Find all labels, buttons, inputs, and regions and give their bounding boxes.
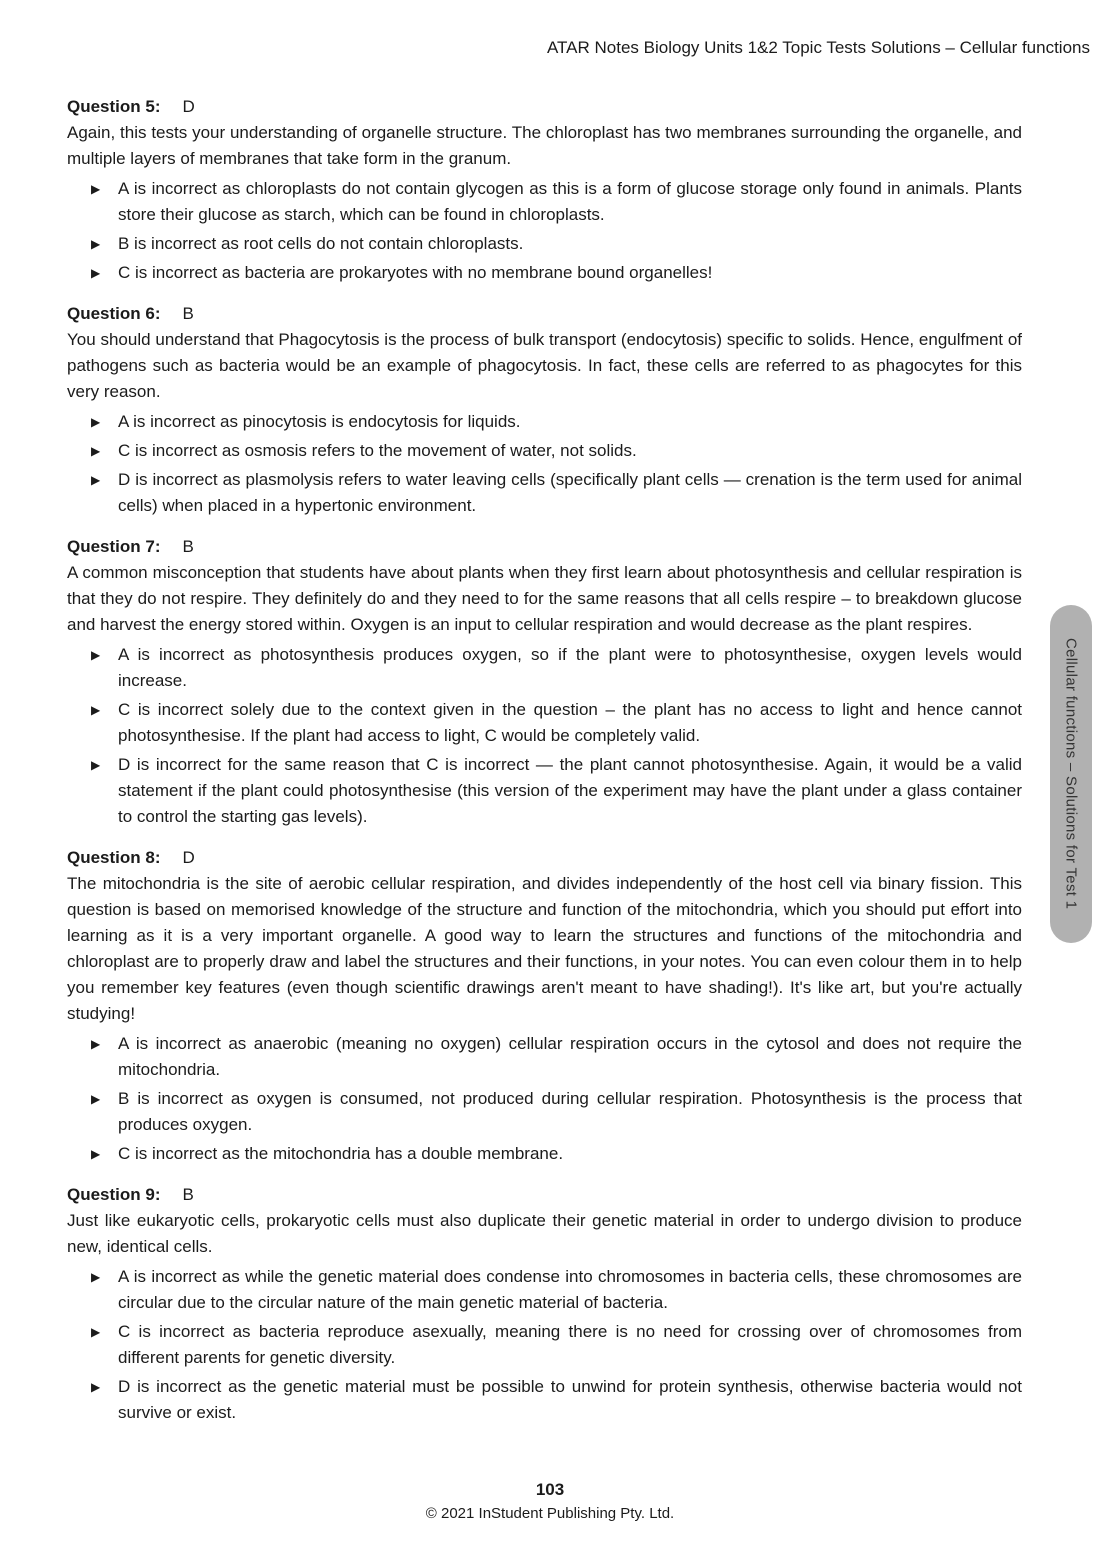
question-explanation: A common misconception that students have about plants when they first learn about photosynthesis and cellular respiration is that they do not respire. They definitely do and they need to for the same reasons that all cells respire – to breakdown glucose and harvest the energy stored within. Oxygen is an input to cellular respiration and would decrease as the plant respires. — [67, 563, 1022, 634]
bullet-text: A is incorrect as while the genetic material does condense into chromosomes in bacteria cells, these chromosomes are circular due to the circular nature of the main genetic material of bacteria. — [118, 1267, 1022, 1312]
side-tab-label: Cellular functions – Solutions for Test 1 — [1062, 638, 1080, 910]
section-side-tab — [1050, 605, 1092, 943]
question-label: Question 5: — [67, 97, 161, 116]
bullet-item — [67, 1031, 1022, 1083]
question-explanation: Just like eukaryotic cells, prokaryotic cells must also duplicate their genetic material in order to undergo division to produce new, identical cells. — [67, 1211, 1022, 1256]
bullet-item — [67, 642, 1022, 694]
question-label: Question 9: — [67, 1185, 161, 1204]
bullet-list — [67, 642, 1022, 830]
bullet-text: A is incorrect as pinocytosis is endocytosis for liquids. — [118, 412, 521, 431]
bullet-list — [67, 176, 1022, 286]
bullet-list — [67, 409, 1022, 519]
bullet-item — [67, 1374, 1022, 1426]
triangle-bullet-icon: ▶ — [91, 1037, 101, 1051]
bullet-text: A is incorrect as photosynthesis produces oxygen, so if the plant were to photosynthesise, oxygen levels would increase. — [118, 645, 1022, 690]
question-heading — [67, 534, 1022, 560]
question-heading — [67, 1182, 1022, 1208]
question-label: Question 6: — [67, 304, 161, 323]
bullet-item — [67, 260, 1022, 286]
question-section-8 — [67, 845, 1022, 1167]
bullet-text: D is incorrect as the genetic material must be possible to unwind for protein synthesis, otherwise bacteria would not survive or exist. — [118, 1377, 1022, 1422]
question-section-6 — [67, 301, 1022, 519]
bullet-text: B is incorrect as oxygen is consumed, not produced during cellular respiration. Photosynthesis is the process that produces oxygen. — [118, 1089, 1022, 1134]
question-section-9 — [67, 1182, 1022, 1426]
page-number: 103 — [535, 1480, 565, 1499]
triangle-bullet-icon: ▶ — [91, 473, 101, 487]
triangle-bullet-icon: ▶ — [91, 1092, 101, 1106]
question-answer: D — [182, 97, 195, 116]
bullet-item — [67, 409, 1022, 435]
question-heading — [67, 94, 1022, 120]
question-label: Question 7: — [67, 537, 161, 556]
question-heading — [67, 301, 1022, 327]
bullet-text: D is incorrect for the same reason that C is incorrect — the plant cannot photosynthesise. Again, it would be a valid statement if the plant could photosynthesise (this version of the experiment may have the plant under a glass container to control the starting gas levels). — [118, 755, 1022, 826]
bullet-item — [67, 1319, 1022, 1371]
bullet-text: C is incorrect as osmosis refers to the movement of water, not solids. — [118, 441, 637, 460]
triangle-bullet-icon: ▶ — [91, 703, 101, 717]
triangle-bullet-icon: ▶ — [91, 182, 101, 196]
triangle-bullet-icon: ▶ — [91, 1270, 101, 1284]
question-label: Question 8: — [67, 848, 161, 867]
page-header-title: ATAR Notes Biology Units 1&2 Topic Tests Solutions – Cellular functions — [546, 38, 1090, 57]
bullet-text: C is incorrect solely due to the context given in the question – the plant has no access to light and hence cannot photosynthesise. If the plant had access to light, C would be completely valid. — [118, 700, 1022, 745]
triangle-bullet-icon: ▶ — [91, 1147, 101, 1161]
bullet-text: C is incorrect as bacteria reproduce asexually, meaning there is no need for crossing over of chromosomes from different parents for genetic diversity. — [118, 1322, 1022, 1367]
question-explanation: The mitochondria is the site of aerobic cellular respiration, and divides independently of the host cell via binary fission. This question is based on memorised knowledge of the structure and function of the mitochondria, which you should put effort into learning as it is a very important organelle. A good way to learn the structures and functions of the mitochondria and chloroplast are to properly draw and label the structures and their functions, in your notes. You can even colour them in to help you remember key features (even though scientific drawings aren't meant to have shading!). It's like art, but you're actually studying! — [67, 874, 1022, 1023]
question-section-5 — [67, 94, 1022, 286]
copyright-notice: © 2021 InStudent Publishing Pty. Ltd. — [425, 1505, 675, 1522]
triangle-bullet-icon: ▶ — [91, 444, 101, 458]
question-answer: B — [182, 537, 194, 556]
bullet-item — [67, 176, 1022, 228]
triangle-bullet-icon: ▶ — [91, 237, 101, 251]
question-heading — [67, 845, 1022, 871]
bullet-text: A is incorrect as chloroplasts do not contain glycogen as this is a form of glucose storage only found in animals. Plants store their glucose as starch, which can be found in chloroplasts. — [118, 179, 1022, 224]
bullet-item — [67, 467, 1022, 519]
page-content — [67, 94, 1022, 1426]
bullet-item — [67, 1141, 1022, 1167]
bullet-item — [67, 231, 1022, 257]
bullet-item — [67, 752, 1022, 830]
bullet-list — [67, 1264, 1022, 1426]
bullet-list — [67, 1031, 1022, 1167]
question-section-7 — [67, 534, 1022, 830]
triangle-bullet-icon: ▶ — [91, 266, 101, 280]
question-answer: D — [182, 848, 195, 867]
bullet-text: C is incorrect as the mitochondria has a double membrane. — [118, 1144, 564, 1163]
bullet-text: A is incorrect as anaerobic (meaning no oxygen) cellular respiration occurs in the cytosol and does not require the mitochondria. — [118, 1034, 1022, 1079]
triangle-bullet-icon: ▶ — [91, 415, 101, 429]
bullet-item — [67, 697, 1022, 749]
bullet-text: B is incorrect as root cells do not contain chloroplasts. — [118, 234, 524, 253]
triangle-bullet-icon: ▶ — [91, 1380, 101, 1394]
question-explanation: Again, this tests your understanding of organelle structure. The chloroplast has two membranes surrounding the organelle, and multiple layers of membranes that take form in the granum. — [67, 123, 1022, 168]
triangle-bullet-icon: ▶ — [91, 648, 101, 662]
bullet-text: D is incorrect as plasmolysis refers to water leaving cells (specifically plant cells — crenation is the term used for animal cells) when placed in a hypertonic environment. — [118, 470, 1022, 515]
triangle-bullet-icon: ▶ — [91, 1325, 101, 1339]
bullet-text: C is incorrect as bacteria are prokaryotes with no membrane bound organelles! — [118, 263, 713, 282]
bullet-item — [67, 1086, 1022, 1138]
bullet-item — [67, 438, 1022, 464]
question-answer: B — [182, 304, 194, 323]
question-answer: B — [182, 1185, 194, 1204]
bullet-item — [67, 1264, 1022, 1316]
triangle-bullet-icon: ▶ — [91, 758, 101, 772]
page-footer — [0, 1479, 1100, 1524]
question-explanation: You should understand that Phagocytosis is the process of bulk transport (endocytosis) specific to solids. Hence, engulfment of pathogens such as bacteria would be an example of phagocytosis. In fact, these cells are referred to as phagocytes for this very reason. — [67, 330, 1022, 401]
